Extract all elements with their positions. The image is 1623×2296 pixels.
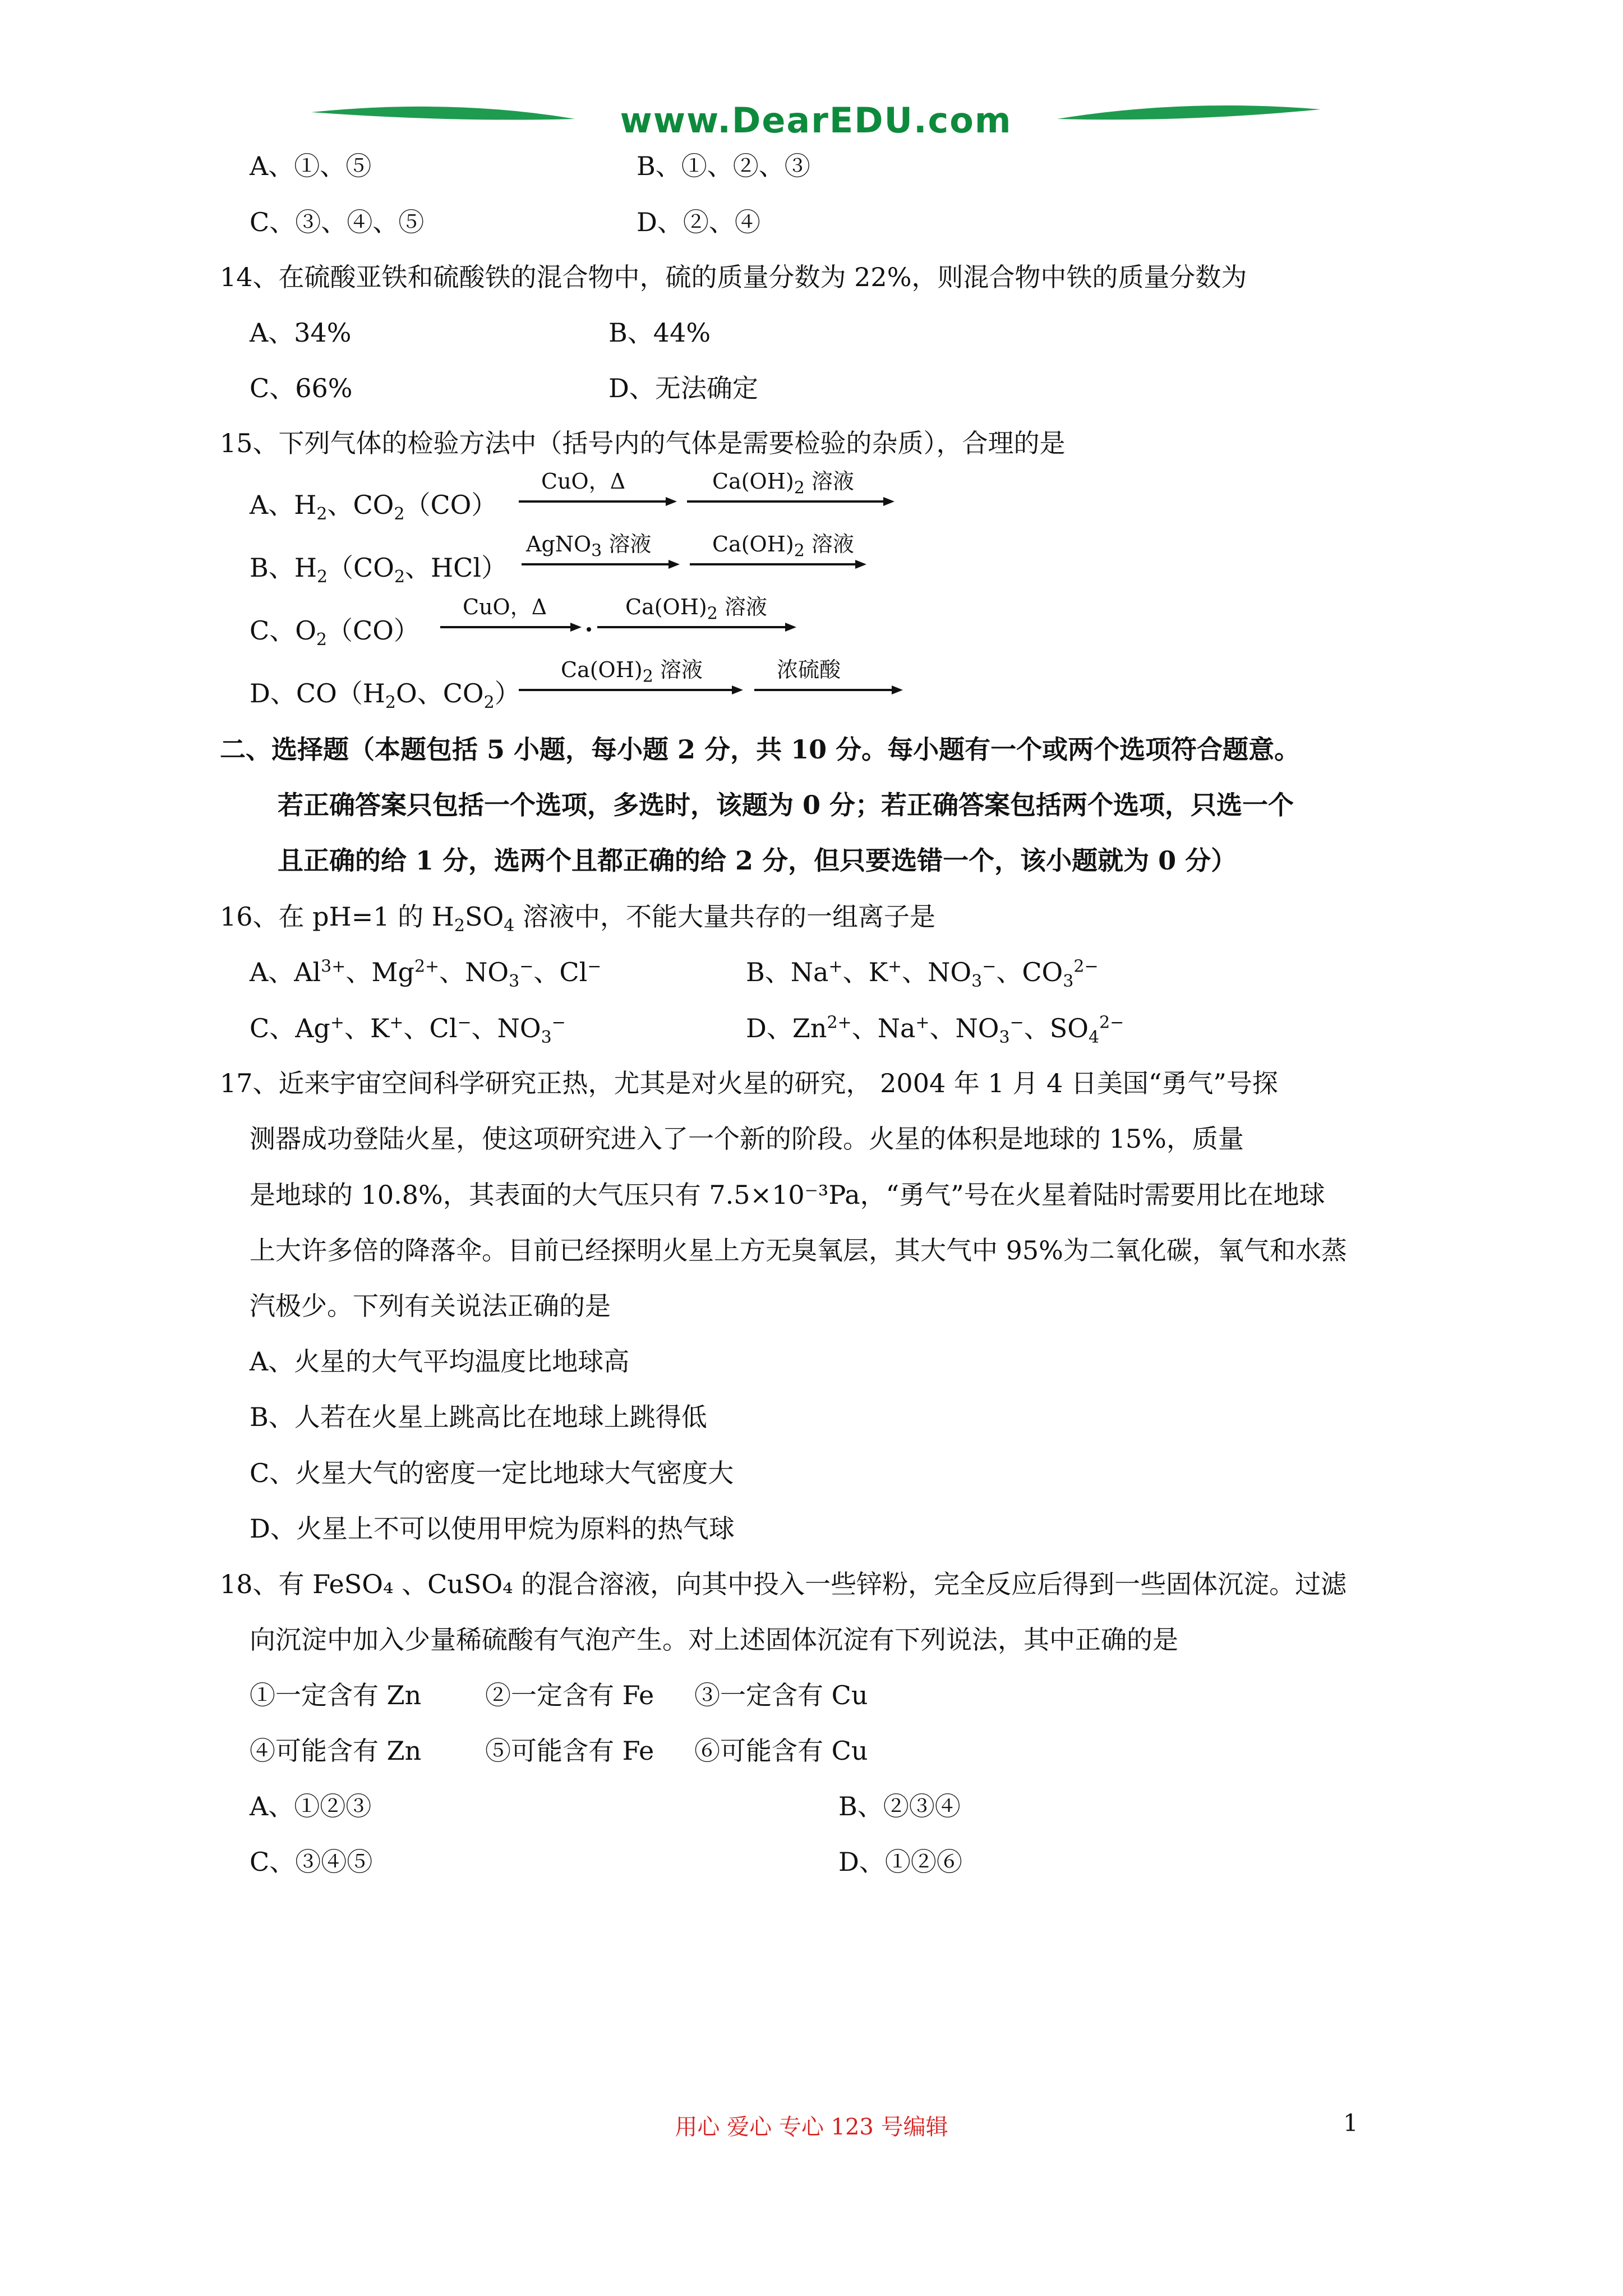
section2-heading-line3: 且正确的给 1 分，选两个且都正确的给 2 分，但只要选错一个，该小题就为 0 分） [278, 845, 1237, 876]
q16-option-b: B、Na+、K+、$NO_3^-$、$CO_3^{2-}$ [746, 956, 1099, 992]
q17-option-a: A、火星的大气平均温度比地球高 [250, 1346, 630, 1377]
q13-option-d: D、②、④ [637, 207, 760, 237]
q15-b-arrow1-label: AgNO$_3$ 溶液 [526, 532, 652, 561]
page-number: 1 [1343, 2109, 1358, 2137]
footer-credit: 用心 爱心 专心 123 号编辑 [675, 2114, 948, 2140]
q17-line4: 上大许多倍的降落伞。目前已经探明火星上方无臭氧层，其大气中 95%为二氧化碳，氧气和水蒸 [250, 1235, 1347, 1266]
q17-line5: 汽极少。下列有关说法正确的是 [250, 1291, 611, 1321]
q18-option-b: B、②③④ [838, 1791, 961, 1821]
q15-c-arrow2-label: $Ca(OH)_2$ 溶液 [625, 595, 767, 624]
q14-option-d: D、无法确定 [608, 373, 758, 403]
section2-heading-line2: 若正确答案只包括一个选项，多选时，该题为 0 分；若正确答案包括两个选项，只选一个 [278, 790, 1294, 820]
q15-d-arrow2-label: 浓硫酸 [777, 657, 841, 682]
q15-d-arrow1-label: $Ca(OH)_2$ 溶液 [561, 657, 703, 687]
q15-a-arrow-lines [519, 469, 900, 508]
q15-b-arrow2-label: $Ca(OH)_2$ 溶液 [712, 532, 854, 561]
q15-option-d-label: D、 [250, 678, 296, 708]
q15-option-c: C、$O_2(CO)$ [250, 615, 419, 650]
q14-option-c: C、66% [250, 373, 353, 403]
q14-option-a: A、34% [250, 318, 352, 348]
q17-option-b: B、人若在火星上跳高比在地球上跳得低 [250, 1402, 707, 1432]
q18-statement-4: ④可能含有 Zn [250, 1736, 422, 1766]
q13-option-b: B、①、②、③ [637, 151, 810, 181]
q16-option-d: D、$Zn^{2+}$、Na+、$NO_3^-$、$SO_4^{2-}$ [746, 1013, 1124, 1048]
q15-a-arrows [519, 469, 900, 508]
section2-heading-line1: 二、选择题（本题包括 5 小题，每小题 2 分，共 10 分。每小题有一个或两个选项符合题意。 [220, 734, 1301, 765]
q13-option-c: C、③、④、⑤ [250, 207, 425, 237]
q18-statement-1: ①一定含有 Zn [250, 1680, 422, 1710]
q17-option-c: C、火星大气的密度一定比地球大气密度大 [250, 1458, 734, 1488]
q16-option-c: C、Ag+、K+、Cl−、$NO_3^-$ [250, 1013, 566, 1048]
q15-d-arrow-lines [519, 657, 911, 697]
q15-option-a: A、$H_2$、$CO_2(CO)$ [250, 490, 497, 524]
q15-d-arrows [519, 657, 911, 697]
q15-b-arrows [522, 532, 903, 571]
q15-c-arrow1-label: CuO，Δ [463, 595, 547, 619]
q18-line1: 18、有 FeSO₄ 、CuSO₄ 的混合溶液，向其中投入一些锌粉，完全反应后得到一些固体沉淀。过滤 [220, 1569, 1347, 1599]
q14-stem: 14、在硫酸亚铁和硫酸铁的混合物中，硫的质量分数为 22%，则混合物中铁的质量分数为 [220, 262, 1247, 292]
q15-option-b-label: B、 [250, 553, 294, 583]
q15-option-c-label: C、 [250, 615, 296, 646]
q15-c-arrow-lines [440, 595, 810, 634]
q18-statement-6: ⑥可能含有 Cu [694, 1736, 868, 1766]
q15-a-arrow1-label: CuO，Δ [541, 469, 626, 494]
q15-stem: 15、下列气体的检验方法中（括号内的气体是需要检验的杂质），合理的是 [220, 428, 1066, 458]
q15-option-a-label: A、 [250, 490, 294, 520]
q18-statement-3: ③一定含有 Cu [694, 1680, 868, 1710]
q17-line3: 是地球的 10.8%，其表面的大气压只有 7.5×10⁻³Pa，“勇气”号在火星着陆时需要用比在地球 [250, 1180, 1325, 1210]
q16-option-a: A、$Al^{3+}$、$Mg^{2+}$、$NO_3^-$、Cl− [250, 956, 602, 992]
site-url: www.DearEDU.com [620, 100, 1012, 141]
q15-b-arrow-lines [522, 532, 903, 571]
q15-option-d: D、$CO(H_2O$、$CO_2$） [250, 678, 520, 713]
q18-statement-5: ⑤可能含有 Fe [485, 1736, 654, 1766]
q18-option-a: A、①②③ [250, 1791, 372, 1821]
q18-option-c: C、③④⑤ [250, 1847, 373, 1877]
q16-stem: 16、在 pH=1 的 $H_2SO_4$ 溶液中，不能大量共存的一组离子是 [220, 901, 935, 936]
q18-option-d: D、①②⑥ [838, 1847, 962, 1877]
site-logo [311, 95, 1321, 146]
q17-line1: 17、近来宇宙空间科学研究正热，尤其是对火星的研究， 2004 年 1 月 4 日美国“勇气”号探 [220, 1068, 1278, 1098]
q15-c-arrows [440, 595, 810, 634]
q17-line2: 测器成功登陆火星，使这项研究进入了一个新的阶段。火星的体积是地球的 15%，质量 [250, 1124, 1244, 1154]
q13-option-a: A、①、⑤ [250, 151, 372, 181]
q14-option-b: B、44% [608, 318, 711, 348]
q17-option-d: D、火星上不可以使用甲烷为原料的热气球 [250, 1513, 735, 1544]
q18-line2: 向沉淀中加入少量稀硫酸有气泡产生。对上述固体沉淀有下列说法，其中正确的是 [250, 1625, 1178, 1655]
q15-a-arrow2-label: $Ca(OH)_2$ 溶液 [712, 469, 854, 498]
q18-statement-2: ②一定含有 Fe [485, 1680, 654, 1710]
q15-option-b: B、$H_2(CO_2$、HCl） [250, 553, 508, 587]
